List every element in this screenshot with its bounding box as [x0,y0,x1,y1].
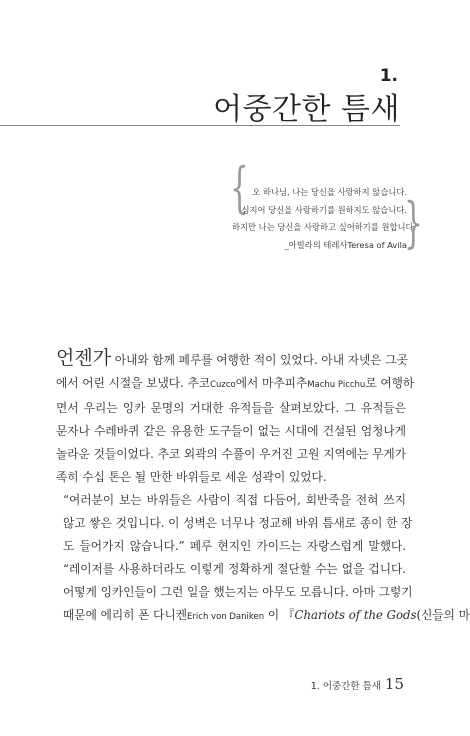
footer-chapter-label: 1. 어중간한 틈새 [310,681,381,692]
text-line: 문자나 수레바퀴 같은 유용한 도구들이 없는 시대에 건설된 엄청나게 [56,424,406,438]
epigraph-attribution [232,237,407,255]
right-brace-ornament: } [404,191,423,254]
text-span: 로 여행하 [365,376,415,390]
attribution-latin: Teresa of Avila [347,239,407,250]
text-line: 어떻게 잉카인들이 그런 일을 했는지는 아무도 모릅니다. 아마 그렇기 [63,585,413,599]
text-line: 않고 쌓은 것입니다. 이 성벽은 너무나 정교해 바위 틈새로 종이 한 장 [63,516,413,530]
text-span: (신들의 마 [416,608,470,622]
text-span: 에서 어린 시절을 보냈다. 추코 [56,376,211,390]
latin-name-machu-picchu: Machu Picchu [307,380,366,390]
text-line [56,604,470,629]
text-line: “여러분이 보는 바위들은 사람이 직접 다듬어, 회반죽을 전혀 쓰지 [63,493,406,507]
page-number: 15 [384,675,404,693]
text-span: 때문에 에리히 폰 다니켄 [63,608,188,622]
body-text [56,347,470,629]
lead-word: 언젠가 [56,347,112,369]
left-brace-ornament: { [230,156,249,219]
text-span: 아내와 함께 페루를 여행한 적이 있었다. 아내 자넷은 그곳 [111,353,408,367]
chapter-number: 1. [379,66,398,86]
epigraph-line-2: 심지어 당신을 사랑하기를 원하지도 않습니다. [241,204,407,215]
book-title: Chariots of the Gods [294,608,417,622]
text-line: 족히 수십 톤은 될 만한 바위들로 세운 성곽이 있었다. [56,470,327,484]
text-span: 에서 마추피추 [235,376,308,390]
text-line: 도 들어가지 않습니다.” 페루 현지인 가이드는 자랑스럽게 말했다. [63,539,406,553]
text-line: 놀라운 것들이었다. 추코 외곽의 수풀이 우거진 고원 지역에는 무게가 [56,447,406,461]
running-footer [311,675,404,693]
attribution-korean: _아빌라의 테레사 [284,239,348,250]
epigraph [232,184,417,254]
text-line [56,372,415,397]
epigraph-line-1: 오 하나님, 나는 당신을 사랑하지 않습니다. [252,187,407,197]
latin-name-daniken: Erich von Daniken [187,612,265,622]
text-line: 면서 우리는 잉카 문명의 거대한 유적들을 살펴보았다. 그 유적들은 [56,401,406,415]
paragraph-1 [56,347,415,489]
paragraph-2 [56,489,470,629]
text-line: “레이저를 사용하더라도 이렇게 정확하게 절단할 수는 없을 겁니다. [63,562,406,576]
epigraph-line-3: 하지만 나는 당신을 사랑하고 싶어하기를 원합니다. [232,222,417,232]
title-divider [0,125,400,126]
text-span: 이 『 [264,608,295,622]
text-line [56,347,406,372]
latin-name-cuzco: Cuzco [210,380,236,390]
chapter-title: 어중간한 틈새 [213,92,400,127]
